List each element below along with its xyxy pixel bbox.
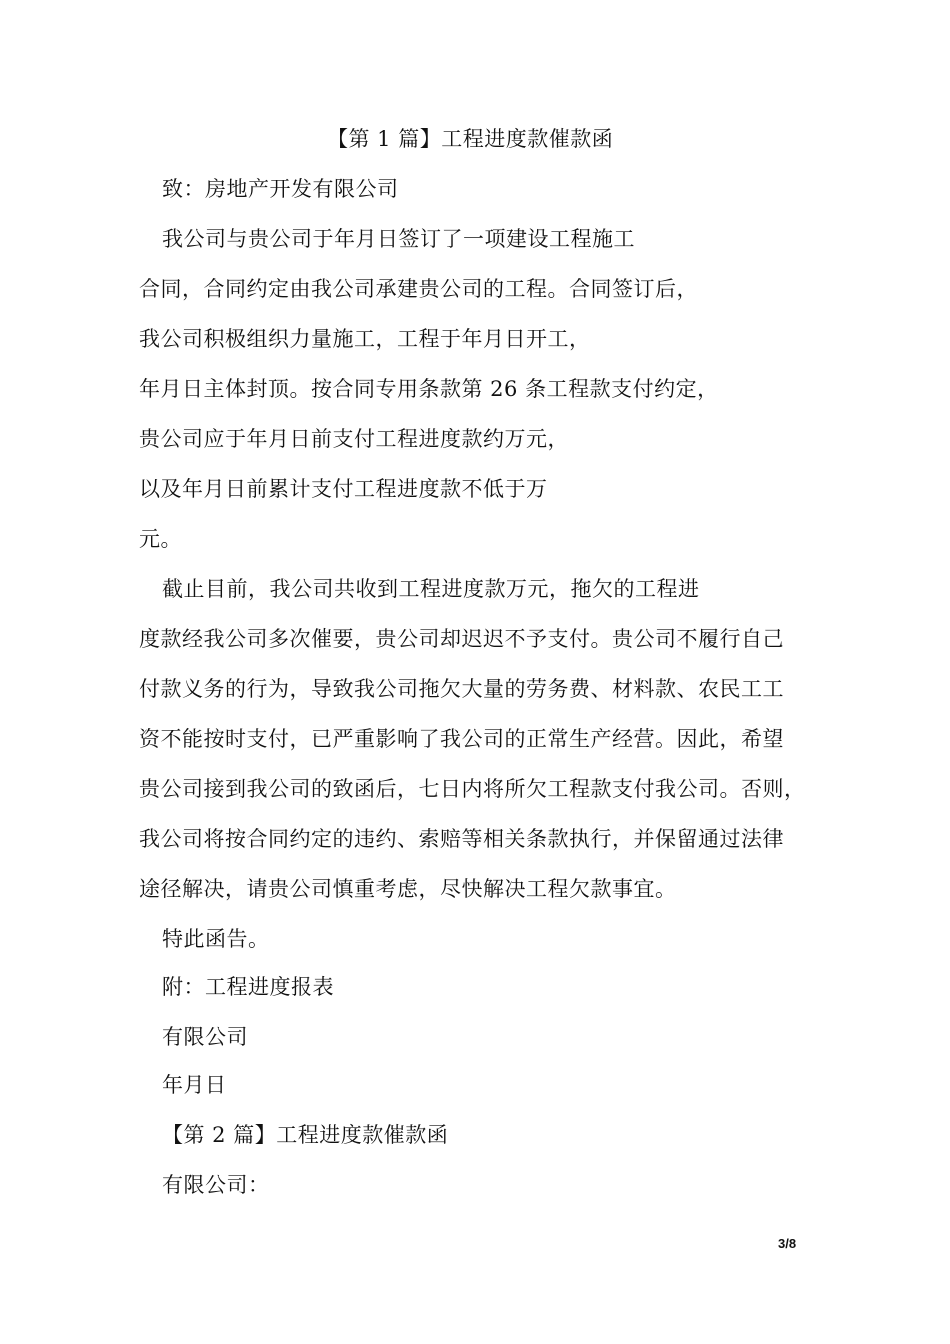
para1-line-3: 我公司积极组织力量施工，工程于年月日开工， <box>139 327 591 351</box>
para2-line-3: 付款义务的行为，导致我公司拖欠大量的劳务费、材料款、农民工工 <box>139 677 784 701</box>
page-number: 3/8 <box>778 1236 797 1251</box>
para2-line-4: 资不能按时支付，已严重影响了我公司的正常生产经营。因此，希望 <box>139 727 784 751</box>
sender-line: 有限公司 <box>162 1025 248 1049</box>
para1-line-1: 我公司与贵公司于年月日签订了一项建设工程施工 <box>162 227 635 251</box>
para2-line-7: 途径解决，请贵公司慎重考虑，尽快解决工程欠款事宜。 <box>139 877 677 901</box>
attachment-line: 附：工程进度报表 <box>162 975 334 999</box>
para1-line-5: 贵公司应于年月日前支付工程进度款约万元， <box>139 427 569 451</box>
addressee-line: 致：房地产开发有限公司 <box>162 177 399 201</box>
para1-line-7: 元。 <box>139 527 182 551</box>
para1-line-4: 年月日主体封顶。按合同专用条款第 26 条工程款支付约定， <box>139 377 719 401</box>
para2-line-5: 贵公司接到我公司的致函后，七日内将所欠工程款支付我公司。否则， <box>139 777 806 801</box>
para1-line-6: 以及年月日前累计支付工程进度款不低于万 <box>139 477 548 501</box>
date-line: 年月日 <box>162 1073 227 1097</box>
para2-line-6: 我公司将按合同约定的违约、索赔等相关条款执行，并保留通过法律 <box>139 827 784 851</box>
addressee-line-2: 有限公司： <box>162 1173 270 1197</box>
para2-line-1: 截止目前，我公司共收到工程进度款万元，拖欠的工程进 <box>162 577 700 601</box>
article-1-title: 【第 1 篇】工程进度款催款函 <box>327 127 614 151</box>
notice-line: 特此函告。 <box>162 927 270 951</box>
para2-line-2: 度款经我公司多次催要，贵公司却迟迟不予支付。贵公司不履行自己 <box>139 627 784 651</box>
para1-line-2: 合同，合同约定由我公司承建贵公司的工程。合同签订后， <box>139 277 698 301</box>
article-2-title: 【第 2 篇】工程进度款催款函 <box>162 1123 449 1147</box>
